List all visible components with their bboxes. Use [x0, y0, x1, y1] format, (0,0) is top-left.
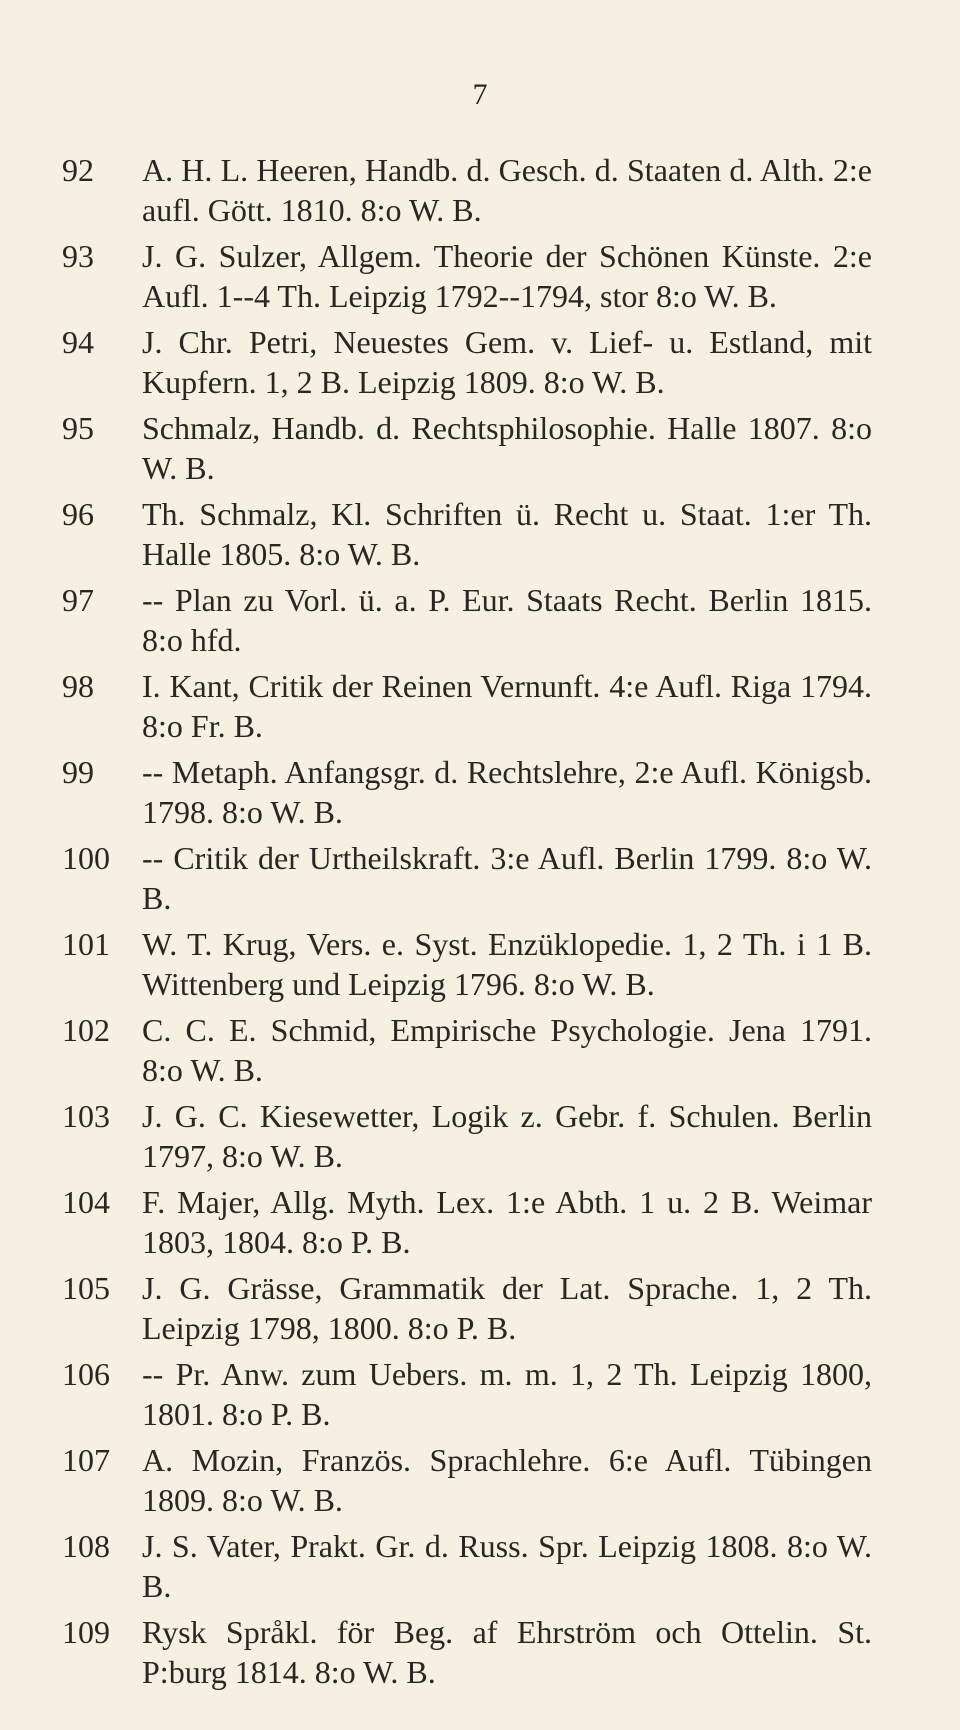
entry-text: J. S. Vater, Prakt. Gr. d. Russ. Spr. Leipzig 1808. 8:o W. B. [142, 1528, 872, 1604]
entry-text: Th. Schmalz, Kl. Schriften ü. Recht u. Staat. 1:er Th. Halle 1805. 8:o W. B. [142, 496, 872, 572]
catalogue-entry [62, 924, 872, 1004]
catalogue-entry [62, 1612, 872, 1692]
entry-text: -- Critik der Urtheilskraft. 3:e Aufl. Berlin 1799. 8:o W. B. [142, 840, 872, 916]
entry-number: 99 [62, 754, 94, 790]
catalogue-entry [62, 1268, 872, 1348]
entry-number: 109 [62, 1614, 110, 1650]
entry-text: -- Pr. Anw. zum Uebers. m. m. 1, 2 Th. Leipzig 1800, 1801. 8:o P. B. [142, 1356, 872, 1432]
entry-text: Rysk Språkl. för Beg. af Ehrström och Ottelin. St. P:burg 1814. 8:o W. B. [142, 1614, 872, 1690]
entry-number: 101 [62, 926, 110, 962]
entry-number: 98 [62, 668, 94, 704]
catalogue-entry [62, 494, 872, 574]
catalogue-entry [62, 838, 872, 918]
catalogue-entry [62, 236, 872, 316]
entry-text: A. H. L. Heeren, Handb. d. Gesch. d. Staaten d. Alth. 2:e aufl. Gött. 1810. 8:o W. B. [142, 152, 872, 228]
entry-number: 94 [62, 324, 94, 360]
entry-number: 95 [62, 410, 94, 446]
catalogue-entry [62, 1440, 872, 1520]
entry-number: 100 [62, 840, 110, 876]
catalogue-entry [62, 408, 872, 488]
entry-number: 103 [62, 1098, 110, 1134]
entry-text: -- Plan zu Vorl. ü. a. P. Eur. Staats Recht. Berlin 1815. 8:o hfd. [142, 582, 872, 658]
catalogue-entry [62, 1096, 872, 1176]
entry-text: Schmalz, Handb. d. Rechtsphilosophie. Halle 1807. 8:o W. B. [142, 410, 872, 486]
catalogue-entry [62, 666, 872, 746]
catalogue-entry [62, 1010, 872, 1090]
entry-text: J. Chr. Petri, Neuestes Gem. v. Lief- u. Estland, mit Kupfern. 1, 2 B. Leipzig 1809. 8:o W. B. [142, 324, 872, 400]
entry-text: F. Majer, Allg. Myth. Lex. 1:e Abth. 1 u. 2 B. Weimar 1803, 1804. 8:o P. B. [142, 1184, 872, 1260]
entry-number: 92 [62, 152, 94, 188]
entry-number: 107 [62, 1442, 110, 1478]
catalogue-entry [62, 580, 872, 660]
entry-number: 104 [62, 1184, 110, 1220]
entry-number: 97 [62, 582, 94, 618]
entry-number: 93 [62, 238, 94, 274]
entry-text: J. G. Sulzer, Allgem. Theorie der Schönen Künste. 2:e Aufl. 1--4 Th. Leipzig 1792--1794, stor 8:o W. B. [142, 238, 872, 314]
entry-text: I. Kant, Critik der Reinen Vernunft. 4:e Aufl. Riga 1794. 8:o Fr. B. [142, 668, 872, 744]
entry-number: 105 [62, 1270, 110, 1306]
catalogue-entry [62, 1526, 872, 1606]
catalogue-entry [62, 1354, 872, 1434]
catalogue-entry-list [62, 150, 872, 1698]
page-number: 7 [472, 78, 488, 111]
entry-text: -- Metaph. Anfangsgr. d. Rechtslehre, 2:e Aufl. Königsb. 1798. 8:o W. B. [142, 754, 872, 830]
entry-text: C. C. E. Schmid, Empirische Psychologie. Jena 1791. 8:o W. B. [142, 1012, 872, 1088]
entry-number: 102 [62, 1012, 110, 1048]
entry-number: 106 [62, 1356, 110, 1392]
entry-text: J. G. C. Kiesewetter, Logik z. Gebr. f. Schulen. Berlin 1797, 8:o W. B. [142, 1098, 872, 1174]
catalogue-entry [62, 322, 872, 402]
catalogue-entry [62, 150, 872, 230]
catalogue-entry [62, 1182, 872, 1262]
entry-text: A. Mozin, Französ. Sprachlehre. 6:e Aufl. Tübingen 1809. 8:o W. B. [142, 1442, 872, 1518]
entry-number: 96 [62, 496, 94, 532]
entry-text: W. T. Krug, Vers. e. Syst. Enzüklopedie. 1, 2 Th. i 1 B. Wittenberg und Leipzig 1796. 8:o W. B. [142, 926, 872, 1002]
entry-text: J. G. Grässe, Grammatik der Lat. Sprache. 1, 2 Th. Leipzig 1798, 1800. 8:o P. B. [142, 1270, 872, 1346]
entry-number: 108 [62, 1528, 110, 1564]
catalogue-entry [62, 752, 872, 832]
